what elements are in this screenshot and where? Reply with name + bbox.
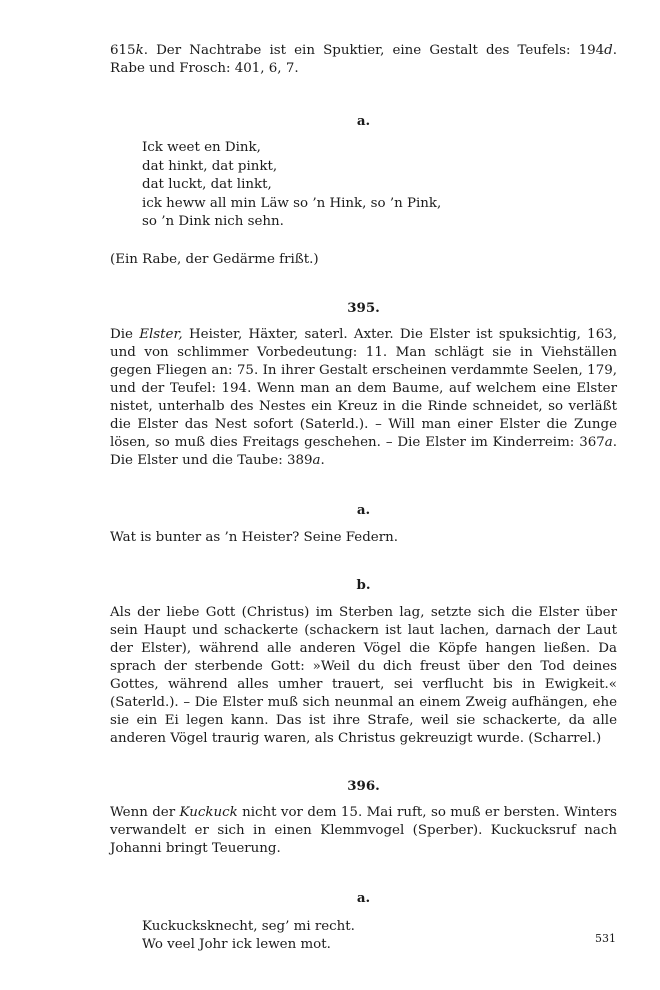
- section-heading-395: 395.: [347, 299, 380, 316]
- section-heading-395b: b.: [356, 576, 371, 593]
- cuckoo-verse: [142, 918, 617, 955]
- page-body: [110, 42, 617, 955]
- verse-line: dat luckt, dat linkt,: [142, 177, 272, 192]
- section-heading-395a: a.: [356, 501, 371, 518]
- verse-line: Wo veel Johr ick lewen mot.: [142, 937, 331, 952]
- riddle-verse: [142, 139, 617, 232]
- paragraph-395: Die Elster, Heister, Häxter, saterl. Axter. Die Elster ist spuksichtig, 163, und von schlimmer Vorbedeutung: 11. Man schlägt sie in Viehställen gegen Fliegen an: 75. In ihrer Gestalt erscheinen verdammte Seelen, 179, und der Teufel: 194. Wenn man an dem Baume, auf welchem eine Elster nistet, unterhalb des Nestes ein Kreuz in die Rinde schneidet, so verläßt die Elster das Nest sofort (Saterld.). – Will man einer Elster die Zunge lösen, so muß dies Freitags geschehen. – Die Elster im Kinderreim: 367a. Die Elster und die Taube: 389a.: [110, 326, 617, 468]
- section-heading-396: 396.: [347, 777, 380, 794]
- intro-paragraph: 615k. Der Nachtrabe ist ein Spuktier, eine Gestalt des Teufels: 194d. Rabe und Frosch: 401, 6, 7.: [110, 43, 617, 76]
- page-number: 531: [595, 932, 616, 945]
- riddle-answer: (Ein Rabe, der Gedärme frißt.): [110, 251, 319, 267]
- verse-line: Kuckucksknecht, seg’ mi recht.: [142, 918, 355, 934]
- paragraph-395b: Als der liebe Gott (Christus) im Sterben lag, setzte sich die Elster über sein Haupt und schackerte (schackern ist laut lachen, darnach der Laut der Elster), während alle anderen Vögel die Köpfe hangen ließen. Da sprach der sterbende Gott: »Weil du dich freust über den Tod deines Gottes, während alles umher trauert, sei verflucht bis in Ewigkeit.« (Saterld.). – Die Elster muß sich neunmal an einem Zweig aufhängen, ehe sie ein Ei legen kann. Das ist ihre Strafe, weil sie schackerte, da alle anderen Vögel traurig waren, als Christus gekreuzigt wurde. (Scharrel.): [110, 604, 617, 746]
- section-heading-a: a.: [356, 113, 371, 129]
- section-heading-396a: a.: [356, 889, 371, 906]
- paragraph-395a: Wat is bunter as ’n Heister? Seine Federn.: [110, 529, 399, 545]
- verse-line: so ’n Dink nich sehn.: [142, 214, 284, 229]
- verse-line: ick heww all min Läw so ’n Hink, so ’n Pink,: [142, 195, 442, 211]
- paragraph-396: Wenn der Kuckuck nicht vor dem 15. Mai ruft, so muß er bersten. Winters verwandelt er sich in einen Klemmvogel (Sperber). Kuckucksruf nach Johanni bringt Teuerung.: [110, 804, 618, 856]
- verse-line: Ick weet en Dink,: [142, 140, 261, 155]
- verse-line: dat hinkt, dat pinkt,: [142, 158, 278, 174]
